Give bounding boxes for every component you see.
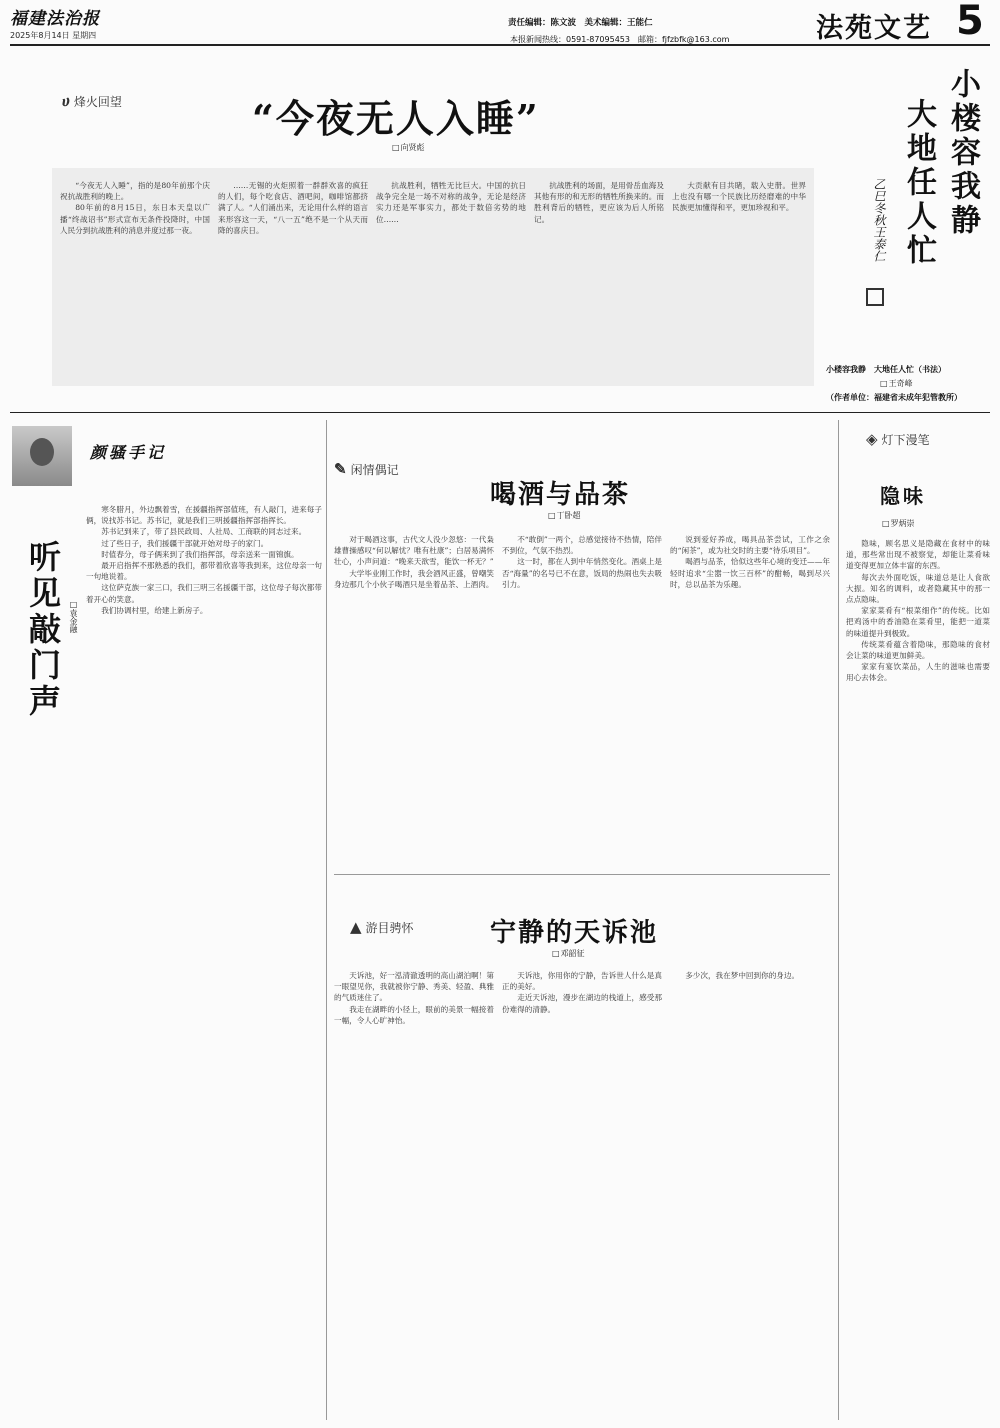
lead-body-col-2 [218,180,368,380]
lead-body-col-1 [60,180,210,380]
lead-paragraph: 大贡献有目共睹，载入史册。世界上也没有哪一个民族比历经磨难的中华民族更加懂得和平，更加珍视和平。 [672,181,806,213]
tingjian-paragraph: 最开启指挥不那熟悉的我们，都带着欣喜等我到来，这位母亲一句一句地说着。 [86,561,322,582]
tianchi-paragraph: 走近天诉池，漫步在湖边的栈道上，感受那份难得的清静。 [502,993,662,1014]
tianchi-column-tag: ▲ 游目骋怀 [350,918,414,936]
tingjian-title: 听见敲门声 [24,540,62,720]
left-column-divider [326,420,327,1420]
yinwei-body [846,538,990,1418]
tingjian-column-tag: 颜骚手记 [90,443,167,462]
yinwei-paragraph: 传统菜肴蕴含着隐味，那隐味的食材会让菜的味道更加鲜美。 [846,639,990,661]
tingjian-paragraph: 这位萨克族一家三口，我们三明三名援疆干部，这位母子每次都带着开心的笑意。 [86,583,322,604]
top-section-rule [10,412,990,413]
hejiu-paragraph: 喝酒与品茶，恰似这些年心境的变迁——年轻时追求“尘嚣一饮三百杯”的酣畅，喝到尽兴时，总以品茶为乐趣。 [670,557,830,589]
tianchi-paragraph: 我走在湖畔的小径上，眼前的美景一幅接着一幅，令人心旷神怡。 [334,1004,494,1025]
hejiu-paragraph: 大学毕业刚工作时，我会酒风正盛，曾嘲笑身边那几个小伙子喝酒只是坐着品茶、上酒肉。 [334,568,494,589]
lead-paragraph: 80年前的8月15日，东日本天皇以广播“终战诏书”形式宣布无条件投降时，中国人民分到抗战胜利的消息并度过那一夜。 [60,203,210,235]
tingjian-paragraph: 寒冬腊月，外边飘着雪，在援疆指挥部值班，有人敲门，进来每子俩，说找苏书记。苏书记，就是我们三明援疆指挥部指挥长。 [86,505,322,526]
calligraphy-line-2: 大地任人忙 [901,98,936,268]
tianchi-body-col-3 [670,970,830,1418]
issue-date: 2025年8月14日 星期四 [10,31,97,40]
hejiu-title: 喝酒与品茶 [490,480,631,510]
fire-icon: ሀ [62,92,70,110]
calligraphy-caption: 小楼容我静 大地任人忙（书法） [826,365,946,374]
tingjian-author: □ 袁金融 [68,600,79,633]
calligraphy-author: □ 王奇峰 [880,378,913,389]
lead-paragraph: 抗战胜利，牺牲无比巨大。中国的抗日战争完全是一场不对称的战争，无论是经济实力还是军事实力，都处于数倍劣势的地位…… [376,181,526,224]
author-portrait [12,426,72,486]
calligraphy-signature: 乙巳冬秋王泰仁 [872,178,886,262]
lead-paragraph: ……无锡的火炬照着一群群欢喜的疯狂的人们，每个吃食店、酒吧间，咖啡馆都挤满了人。“人们涌出来，无论用什么样的语言来形容这一天，“八一五”绝不是一个从天而降的喜庆日。 [218,181,368,235]
yinwei-title: 隐味 [880,484,926,508]
lead-author: □ 向贤彪 [392,142,425,153]
tingjian-paragraph: 时值春分，母子俩来到了我们指挥部，母亲送来一面锦旗。 [101,549,299,559]
tianchi-paragraph: 天诉池，好一泓清澈透明的高山湖泊啊！第一眼望见你，我就被你宁静、秀美、轻盈、典雅的气质迷住了。 [334,971,494,1003]
tingjian-body [86,504,322,1418]
tianchi-paragraph: 多少次，我在梦中回到你的身边。 [685,971,800,980]
yinwei-author: □ 罗炳崇 [882,518,915,529]
tingjian-paragraph: 过了些日子，我们援疆干部就开始对母子的家门。 [101,538,269,548]
yinwei-column-tag: ◈ 灯下漫笔 [866,430,930,448]
tianchi-body-col-1 [334,970,494,1418]
calligraphy-artwork [822,58,992,358]
lead-paragraph: “今夜无人入睡”，指的是80年前那个庆祝抗战胜利的晚上。 [60,181,210,202]
calligraphy-affiliation: （作者单位：福建省未成年犯管教所） [826,393,962,402]
paper-name: 福建法治报 [10,9,100,29]
lead-body-col-4 [534,180,664,380]
hejiu-column-tag: ✎ 闲情偶记 [334,460,399,478]
tingjian-paragraph: 我们协调村里，给建上新房子。 [101,605,208,615]
hejiu-paragraph: 不“敢倒”一两个，总感觉接待不热情，陪伴不到位，气氛不热烈。 [502,535,662,556]
duty-editor: 责任编辑：陈文波 美术编辑：王能仁 [508,18,653,28]
tingjian-paragraph: 苏书记到来了，带了县民政局、人社局、工商联的同志过来。 [101,527,307,537]
mountain-icon: ▲ [350,918,362,936]
calligraphy-line-1: 小楼容我静 [945,68,980,238]
hejiu-body-col-2 [502,534,662,870]
masthead-rule [10,44,990,46]
yinwei-paragraph: 隐味，顾名思义是隐藏在食材中的味道，那些常出现不被察觉，却能让菜肴味道变得更加立体丰富的东西。 [846,539,990,571]
leaf-icon: ✎ [334,460,347,478]
hejiu-body-col-1 [334,534,494,870]
lead-body-col-5 [672,180,806,380]
hejiu-paragraph: 说到爱好养成，喝具品茶尝试，工作之余的“闲茶”，或为社交时的主要“待乐项目”。 [670,535,830,556]
masthead [10,0,990,44]
tianchi-author: □ 邓韶征 [552,948,585,959]
hejiu-paragraph: 对于喝酒这事，古代文人没少忽悠：一代枭雄曹操感叹“何以解忧？唯有杜康”；白居易满怀壮心，小声问道：“晚来天欲雪，能饮一杯无？” [334,535,494,567]
news-hotline: 本报新闻热线：0591-87095453 邮箱：fjfzbfk@163.com [510,35,730,44]
lead-column-tag: ሀ 烽火回望 [62,92,122,110]
lamp-icon: ◈ [866,430,878,448]
yinwei-paragraph: 每次去外面吃饭，味道总是让人食欲大振。知名的调料，或者隐藏其中的那一点点隐味。 [846,572,990,605]
middle-section-rule [334,874,830,875]
yinwei-paragraph: 家家菜肴有“根菜细作”的传统。比如把鸡汤中的香油隐在菜肴里，能把一道菜的味道提升到极致。 [846,606,990,638]
section-name: 法苑文艺 [816,13,932,44]
lead-paragraph: 抗战胜利的场面，是用骨岳血海及其他有形的和无形的牺牲所换来的。而胜利背后的牺牲，更应该为后人所铭记。 [534,181,664,224]
hejiu-author: □ 丁卧超 [548,510,581,521]
tianchi-body-col-2 [502,970,662,1418]
lead-title: “今夜无人入睡” [252,96,540,141]
tianchi-paragraph: 天诉池，你用你的宁静，告诉世人什么是真正的美好。 [502,971,662,992]
portrait-head [30,438,54,466]
lead-body-col-3 [376,180,526,380]
tianchi-title: 宁静的天诉池 [490,918,659,948]
hejiu-paragraph: 这一时，都在人到中年悄然变化。酒桌上是否“海量”的名号已不在意，饭局的热闹也失去吸引力。 [502,557,662,589]
right-column-divider [838,420,839,1420]
seal-stamp [866,288,884,306]
page-number: 5 [956,0,984,44]
yinwei-paragraph: 家家有宴饮菜品，人生的滋味也需要用心去体会。 [846,662,990,683]
hejiu-body-col-3 [670,534,830,870]
